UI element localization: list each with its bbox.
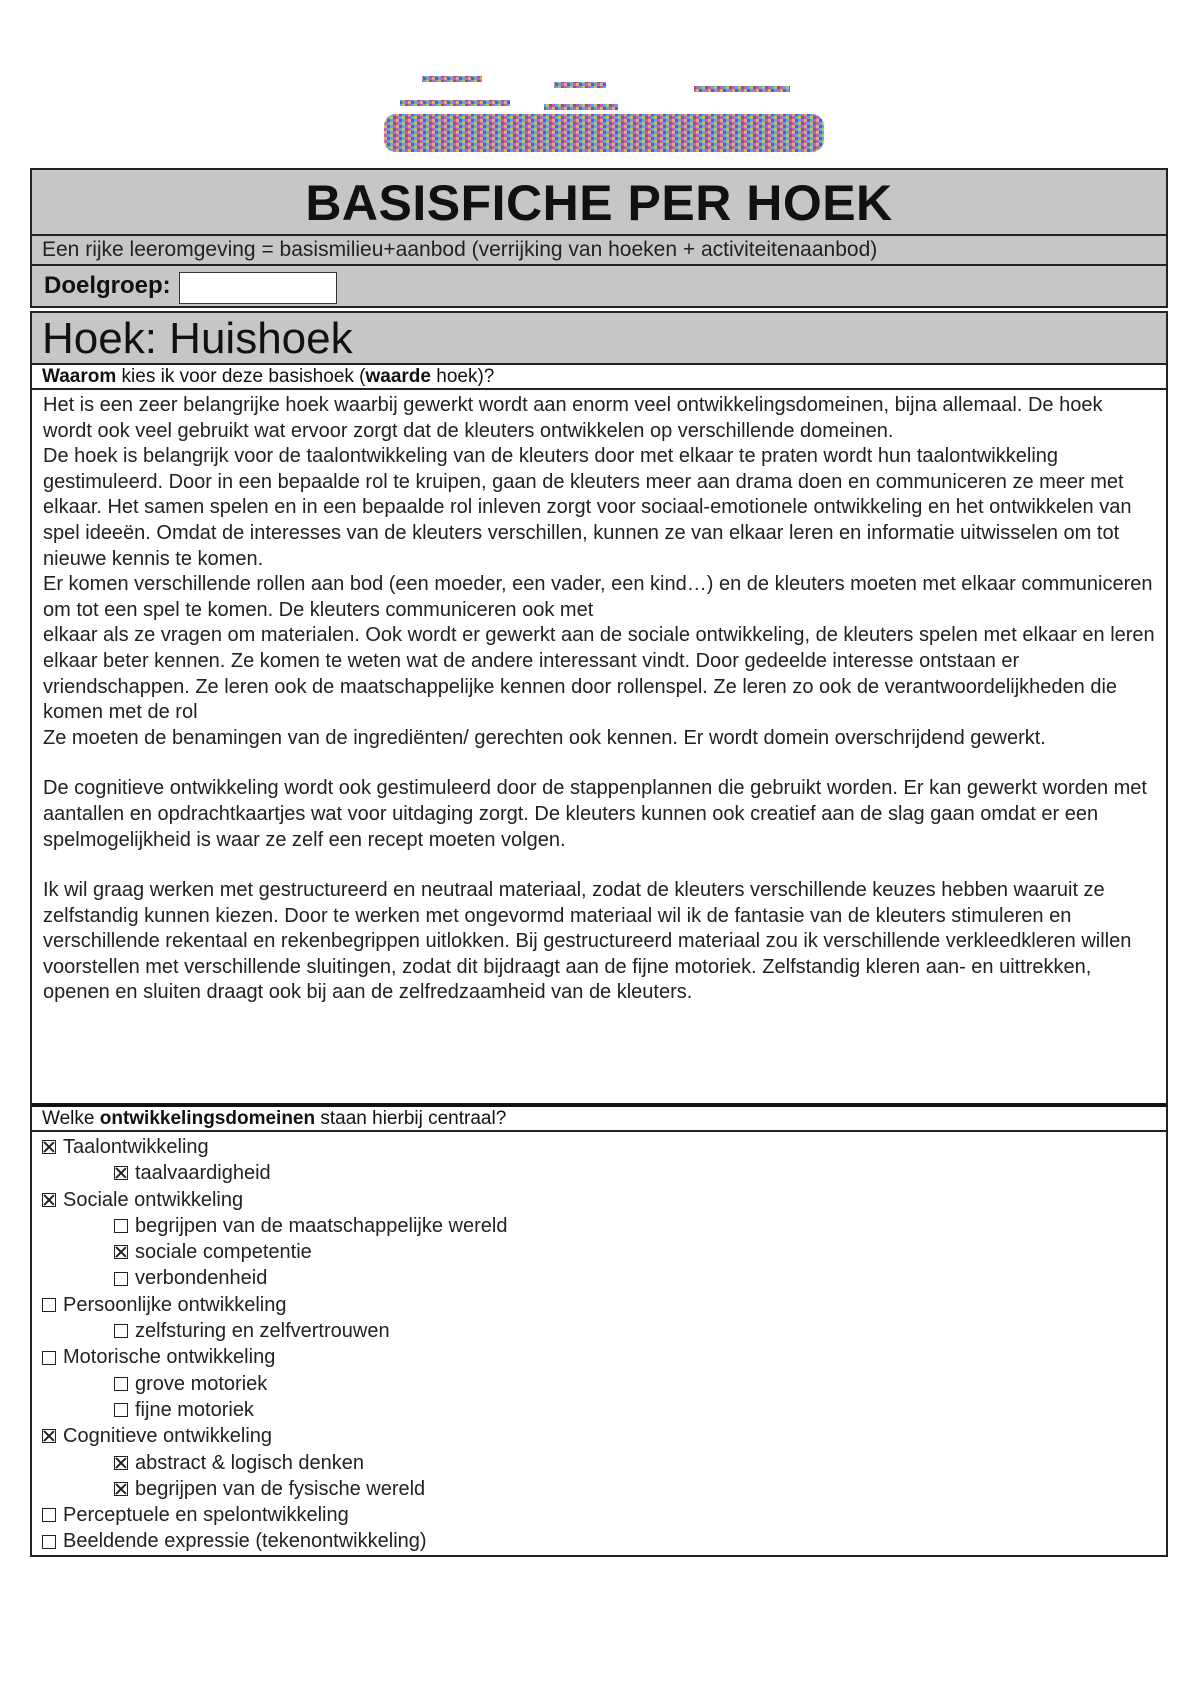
paragraph: De hoek is belangrijk voor de taalontwikkeling van de kleuters door met elkaar te praten wordt hun taalontwikkeling gestimuleerd. Door in een bepaalde rol te kruipen, gaan de kleuters meer aan drama doen en communiceren ze meer met elkaar. Het samen spelen en in een bepaalde rol inleven zorgt voor sociaal-emotionele ontwikkeling en het ontwikkelen van spel ideeën. Omdat de interesses van de kleuters verschillen, kunnen ze van elkaar leren en informatie uitwisselen om tot nieuwe kennis te komen. bbox=[43, 445, 1132, 570]
domain-item bbox=[42, 1292, 1166, 1318]
target-group-row bbox=[32, 266, 1166, 306]
domain-label: Cognitieve ontwikkeling bbox=[63, 1425, 273, 1448]
checkbox[interactable] bbox=[114, 1456, 128, 1470]
domain-item bbox=[42, 1423, 1166, 1449]
domain-label: Beeldende expressie (tekenontwikkeling) bbox=[63, 1530, 427, 1553]
domain-label: zelfsturing en zelfvertrouwen bbox=[135, 1320, 390, 1343]
corner-title: Hoek: Huishoek bbox=[32, 313, 1166, 365]
domain-item bbox=[42, 1239, 1166, 1265]
paragraph: Ze moeten de benamingen van de ingrediënten/ gerechten ook kennen. Er wordt domein overschrijdend gewerkt. bbox=[43, 726, 1046, 749]
domain-item bbox=[42, 1187, 1166, 1213]
checkbox[interactable] bbox=[114, 1272, 128, 1286]
domain-label: Motorische ontwikkeling bbox=[63, 1346, 276, 1369]
paragraph: Het is een zeer belangrijke hoek waarbij gewerkt wordt aan enorm veel ontwikkelingsdomeinen, bijna allemaal. De hoek wordt ook veel gebruikt wat ervoor zorgt dat de kleuters ontwikkelen op verschillende domeinen. bbox=[43, 394, 1103, 442]
domain-item bbox=[42, 1450, 1166, 1476]
checkbox[interactable] bbox=[42, 1535, 56, 1549]
target-group-label: Doelgroep: bbox=[44, 272, 171, 299]
domain-item bbox=[42, 1134, 1166, 1160]
domain-item bbox=[42, 1528, 1166, 1554]
domain-label: grove motoriek bbox=[135, 1372, 268, 1395]
checkbox[interactable] bbox=[42, 1351, 56, 1365]
paragraph: elkaar als ze vragen om materialen. Ook wordt er gewerkt aan de sociale ontwikkeling, de kleuters spelen met elkaar en leren elkaar beter kennen. Ze komen te weten wat de andere interessant vindt. Door gedeelde interesse ontstaan er vriendschappen. Ze leren ook de maatschappelijke kennen door rollenspel. Ze leren zo ook de verantwoordelijkheden die komen met de rol bbox=[43, 624, 1155, 724]
why-answer bbox=[32, 390, 1166, 1107]
page-subtitle: Een rijke leeromgeving = basismilieu+aanbod (verrijking van hoeken + activiteitenaanbod) bbox=[32, 236, 1166, 266]
domain-item bbox=[42, 1160, 1166, 1186]
domain-label: taalvaardigheid bbox=[135, 1162, 271, 1185]
domain-label: Persoonlijke ontwikkeling bbox=[63, 1293, 287, 1316]
domain-label: Taalontwikkeling bbox=[63, 1136, 209, 1158]
checkbox[interactable] bbox=[42, 1140, 56, 1154]
checkbox[interactable] bbox=[114, 1403, 128, 1417]
paragraph: De cognitieve ontwikkeling wordt ook gestimuleerd door de stappenplannen die gebruikt worden. Er kan gewerkt worden met aantallen en opdrachtkaartjes wat voor uitdaging zorgt. De kleuters kunnen ook creatief aan de slag gaan omdat er een spelmogelijkheid is waar ze zelf een recept moeten volgen. bbox=[43, 777, 1147, 851]
domain-label: begrijpen van de maatschappelijke wereld bbox=[135, 1214, 508, 1237]
domain-label: fijne motoriek bbox=[135, 1398, 254, 1421]
domain-item bbox=[42, 1318, 1166, 1344]
checkbox[interactable] bbox=[42, 1193, 56, 1207]
page-title: BASISFICHE PER HOEK bbox=[32, 170, 1166, 236]
domain-item bbox=[42, 1213, 1166, 1239]
checkbox[interactable] bbox=[114, 1377, 128, 1391]
domain-item bbox=[42, 1502, 1166, 1528]
checkbox[interactable] bbox=[42, 1429, 56, 1443]
domain-label: sociale competentie bbox=[135, 1241, 312, 1264]
domain-label: Sociale ontwikkeling bbox=[63, 1188, 244, 1211]
domain-item bbox=[42, 1344, 1166, 1370]
checkbox[interactable] bbox=[42, 1298, 56, 1312]
domain-label: begrijpen van de fysische wereld bbox=[135, 1477, 426, 1500]
checkbox[interactable] bbox=[114, 1166, 128, 1180]
target-group-input[interactable] bbox=[179, 272, 337, 304]
why-question: Waarom kies ik voor deze basishoek (waarde hoek)? bbox=[32, 365, 1166, 390]
checkbox[interactable] bbox=[114, 1219, 128, 1233]
domain-label: abstract & logisch denken bbox=[135, 1451, 365, 1474]
domain-item bbox=[42, 1371, 1166, 1397]
paragraph: Er komen verschillende rollen aan bod (een moeder, een vader, een kind…) en de kleuters moeten met elkaar communiceren om tot een spel te komen. De kleuters communiceren ook met bbox=[43, 573, 1153, 621]
checkbox[interactable] bbox=[114, 1324, 128, 1338]
domain-checklist bbox=[32, 1132, 1166, 1555]
domain-item bbox=[42, 1476, 1166, 1502]
checkbox[interactable] bbox=[42, 1508, 56, 1522]
corner-table bbox=[30, 311, 1168, 1557]
checkbox[interactable] bbox=[114, 1482, 128, 1496]
domains-question: Welke ontwikkelingsdomeinen staan hierbij centraal? bbox=[32, 1107, 1166, 1132]
domain-label: verbondenheid bbox=[135, 1267, 268, 1290]
checkbox[interactable] bbox=[114, 1245, 128, 1259]
domain-item bbox=[42, 1265, 1166, 1291]
paragraph: Ik wil graag werken met gestructureerd en neutraal materiaal, zodat de kleuters verschillende keuzes hebben waaruit ze zelfstandig kunnen kiezen. Door te werken met ongevormd materiaal wil ik de fantasie van de kleuters stimuleren en verschillende rekentaal en rekenbegrippen uitlokken. Bij gestructureerd materiaal zou ik verschillende verkleedkleren willen voorstellen met verschillende sluitingen, zodat dit bijdraagt aan de fijne motoriek. Zelfstandig kleren aan- en uittrekken, openen en sluiten draagt ook bij aan de zelfredzaamheid van de kleuters. bbox=[43, 879, 1132, 1004]
domain-label: Perceptuele en spelontwikkeling bbox=[63, 1504, 349, 1527]
domain-item bbox=[42, 1397, 1166, 1423]
header-table bbox=[30, 168, 1168, 308]
school-logo bbox=[384, 74, 824, 160]
